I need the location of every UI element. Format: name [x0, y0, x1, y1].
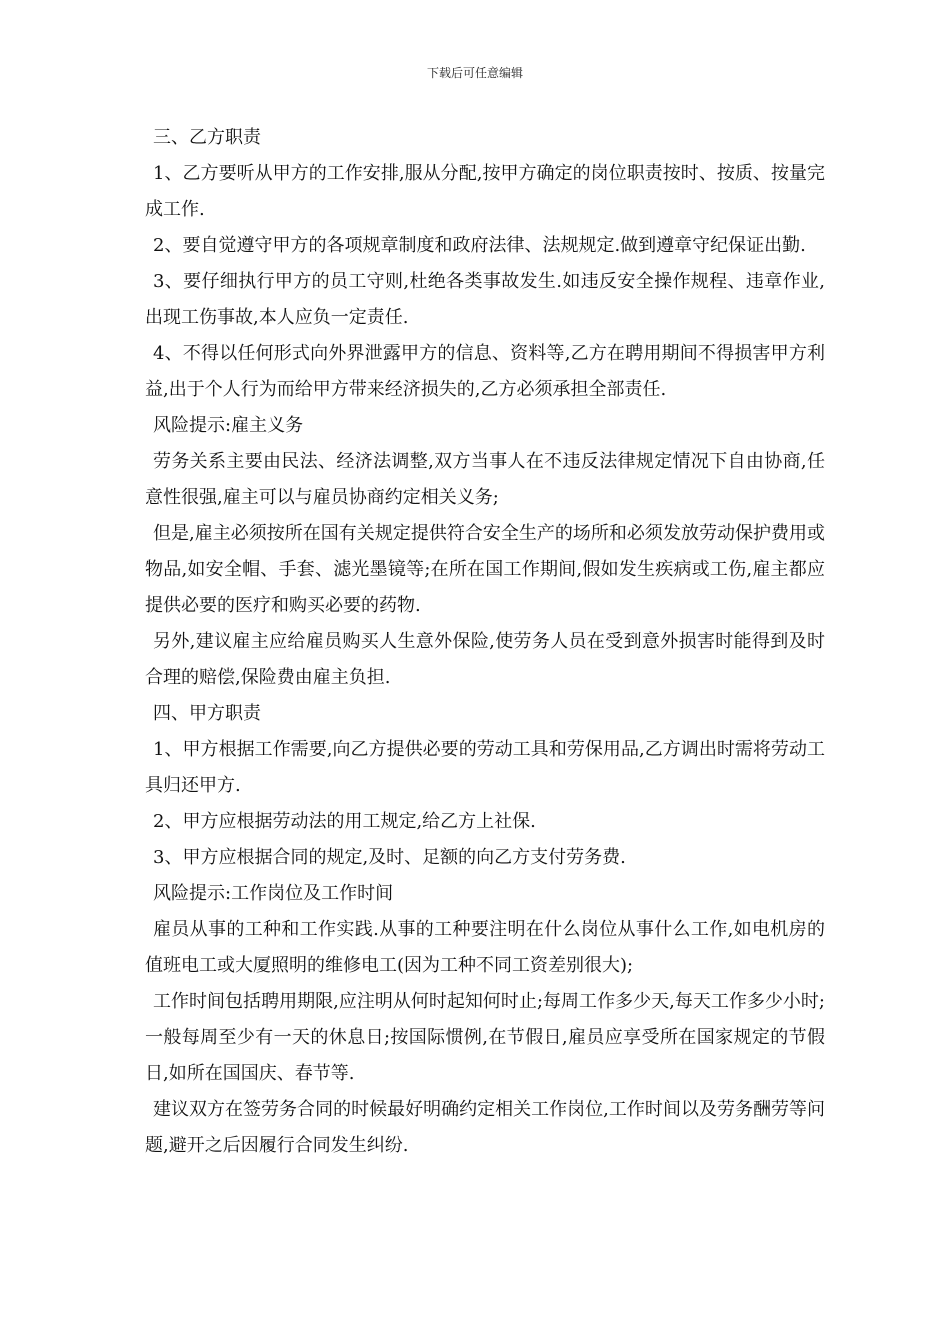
risk-tip-paragraph: 但是,雇主必须按所在国有关规定提供符合安全生产的场所和必须发放劳动保护费用或物品,如安全帽、手套、滤光墨镜等;在所在国工作期间,假如发生疾病或工伤,雇主都应提供必要的医疗和购买必要的药物.: [145, 523, 825, 616]
clause-b-3: 3、要仔细执行甲方的员工守则,杜绝各类事故发生.如违反安全操作规程、违章作业,出现工伤事故,本人应负一定责任.: [145, 271, 825, 328]
document-body: [145, 120, 825, 1164]
clause-a-3: 3、甲方应根据合同的规定,及时、足额的向乙方支付劳务费.: [153, 847, 626, 868]
clause-a-2: 2、甲方应根据劳动法的用工规定,给乙方上社保.: [153, 811, 536, 832]
clause-b-2: 2、要自觉遵守甲方的各项规章制度和政府法律、法规规定.做到遵章守纪保证出勤.: [153, 235, 806, 256]
clause-b-1: 1、乙方要听从甲方的工作安排,服从分配,按甲方确定的岗位职责按时、按质、按量完成工作.: [145, 163, 825, 220]
section-heading-party-a-duties: 四、甲方职责: [153, 703, 261, 724]
risk-tip-heading-position-hours: 风险提示:工作岗位及工作时间: [153, 883, 394, 904]
risk-tip-paragraph: 建议双方在签劳务合同的时候最好明确约定相关工作岗位,工作时间以及劳务酬劳等问题,避开之后因履行合同发生纠纷.: [145, 1099, 825, 1156]
clause-b-4: 4、不得以任何形式向外界泄露甲方的信息、资料等,乙方在聘用期间不得损害甲方利益,出于个人行为而给甲方带来经济损失的,乙方必须承担全部责任.: [145, 343, 825, 400]
page-header: 下载后可任意编辑: [426, 66, 523, 80]
risk-tip-heading-employer-obligations: 风险提示:雇主义务: [153, 415, 304, 436]
risk-tip-paragraph: 另外,建议雇主应给雇员购买人生意外保险,使劳务人员在受到意外损害时能得到及时合理的赔偿,保险费由雇主负担.: [145, 631, 825, 688]
risk-tip-paragraph: 工作时间包括聘用期限,应注明从何时起知何时止;每周工作多少天,每天工作多少小时;一般每周至少有一天的休息日;按国际惯例,在节假日,雇员应享受所在国家规定的节假日,如所在国国庆、春节等.: [145, 991, 825, 1084]
clause-a-1: 1、甲方根据工作需要,向乙方提供必要的劳动工具和劳保用品,乙方调出时需将劳动工具归还甲方.: [145, 739, 825, 796]
risk-tip-paragraph: 雇员从事的工种和工作实践.从事的工种要注明在什么岗位从事什么工作,如电机房的值班电工或大厦照明的维修电工(因为工种不同工资差别很大);: [145, 919, 825, 976]
section-heading-party-b-duties: 三、乙方职责: [153, 127, 261, 148]
risk-tip-paragraph: 劳务关系主要由民法、经济法调整,双方当事人在不违反法律规定情况下自由协商,任意性很强,雇主可以与雇员协商约定相关义务;: [145, 451, 825, 508]
